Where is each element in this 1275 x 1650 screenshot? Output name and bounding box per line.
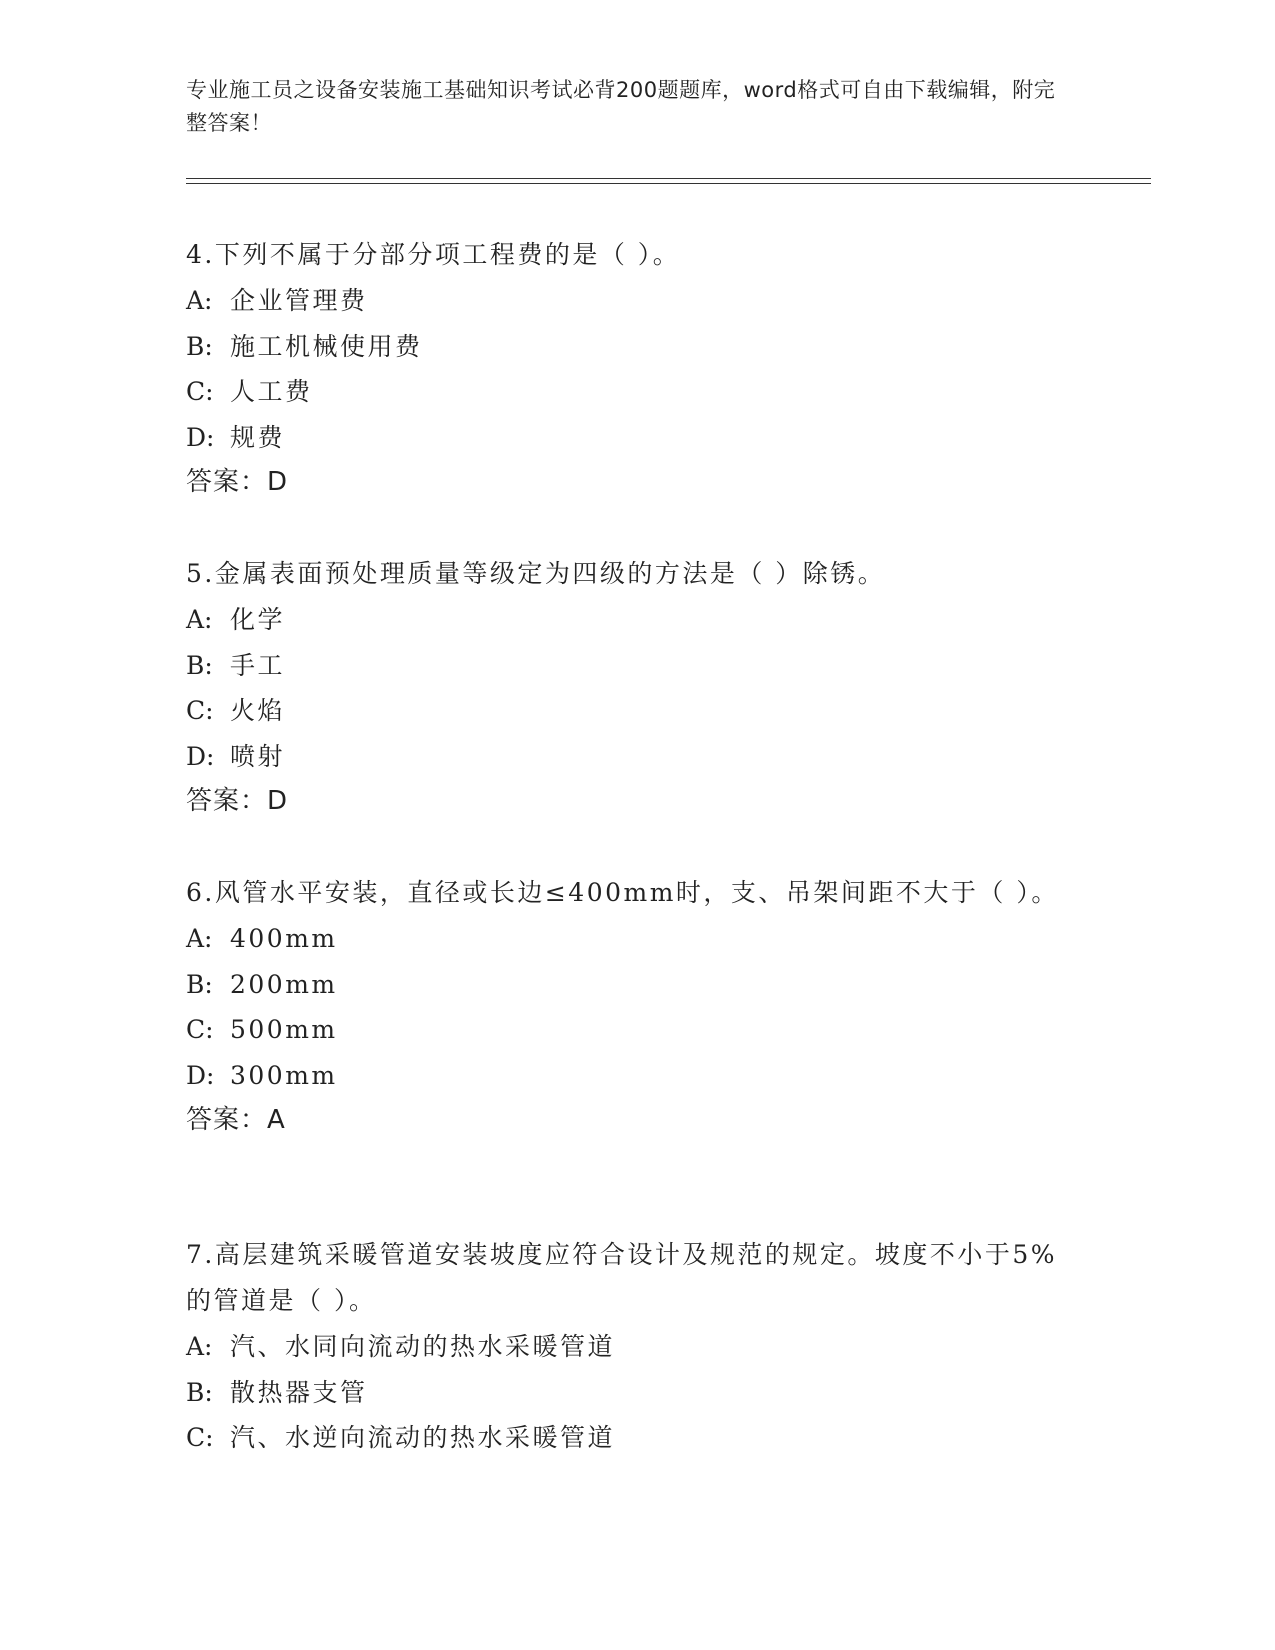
option-c	[186, 1415, 1066, 1461]
option-text: 企业管理费	[230, 286, 368, 315]
option-text: 火焰	[230, 696, 286, 725]
option-a	[186, 916, 1066, 962]
option-c	[186, 1007, 1066, 1053]
option-letter: C:	[186, 696, 214, 725]
answer: 答案：A	[186, 1105, 286, 1135]
option-d	[186, 734, 1066, 780]
option-d	[186, 1053, 1066, 1099]
option-b	[186, 962, 1066, 1008]
option-d	[186, 415, 1066, 461]
option-b	[186, 324, 1066, 370]
option-text: 散热器支管	[230, 1377, 368, 1407]
option-text: 喷射	[230, 741, 286, 771]
option-letter: B:	[186, 650, 213, 680]
option-text: 200mm	[230, 969, 338, 999]
document-header: 专业施工员之设备安装施工基础知识考试必背200题题库，word格式可自由下载编辑，附完整答案！	[186, 78, 1056, 135]
option-letter: D:	[186, 422, 215, 452]
question-4	[186, 232, 1066, 504]
question-6	[186, 870, 1066, 1142]
option-text: 汽、水逆向流动的热水采暖管道	[230, 1423, 616, 1452]
option-b	[186, 643, 1066, 689]
option-text: 300mm	[230, 1060, 338, 1090]
option-a	[186, 1324, 1066, 1370]
header-rule-top	[186, 178, 1151, 179]
question-stem: 5.金属表面预处理质量等级定为四级的方法是（ ）除锈。	[186, 559, 886, 588]
option-text: 施工机械使用费	[230, 331, 423, 361]
option-b	[186, 1370, 1066, 1416]
option-letter: D:	[186, 1060, 215, 1090]
option-letter: C:	[186, 377, 214, 406]
option-text: 汽、水同向流动的热水采暖管道	[230, 1332, 616, 1361]
question-7	[186, 1232, 1066, 1461]
option-letter: A:	[186, 605, 213, 634]
option-letter: B:	[186, 969, 213, 999]
option-letter: C:	[186, 1015, 214, 1044]
answer: 答案：D	[186, 467, 289, 497]
option-c	[186, 369, 1066, 415]
question-stem: 7.高层建筑采暖管道安装坡度应符合设计及规范的规定。坡度不小于5%的管道是（ ）。	[186, 1240, 1058, 1315]
option-letter: B:	[186, 1377, 213, 1407]
option-letter: A:	[186, 924, 213, 953]
option-text: 人工费	[230, 377, 313, 406]
answer: 答案：D	[186, 786, 289, 816]
option-text: 手工	[230, 650, 286, 680]
question-5	[186, 551, 1066, 823]
option-text: 500mm	[230, 1015, 338, 1044]
option-text: 400mm	[230, 924, 338, 953]
option-text: 化学	[230, 605, 286, 634]
option-text: 规费	[230, 422, 286, 452]
question-stem: 4.下列不属于分部分项工程费的是（ ）。	[186, 240, 681, 269]
option-letter: C:	[186, 1423, 214, 1452]
header-rule-bottom	[186, 183, 1151, 184]
option-letter: A:	[186, 286, 213, 315]
option-letter: A:	[186, 1332, 213, 1361]
option-a	[186, 278, 1066, 324]
option-letter: B:	[186, 331, 213, 361]
option-a	[186, 597, 1066, 643]
question-stem: 6.风管水平安装，直径或长边≤400mm时，支、吊架间距不大于（ ）。	[186, 878, 1059, 907]
option-c	[186, 688, 1066, 734]
option-letter: D:	[186, 741, 215, 771]
